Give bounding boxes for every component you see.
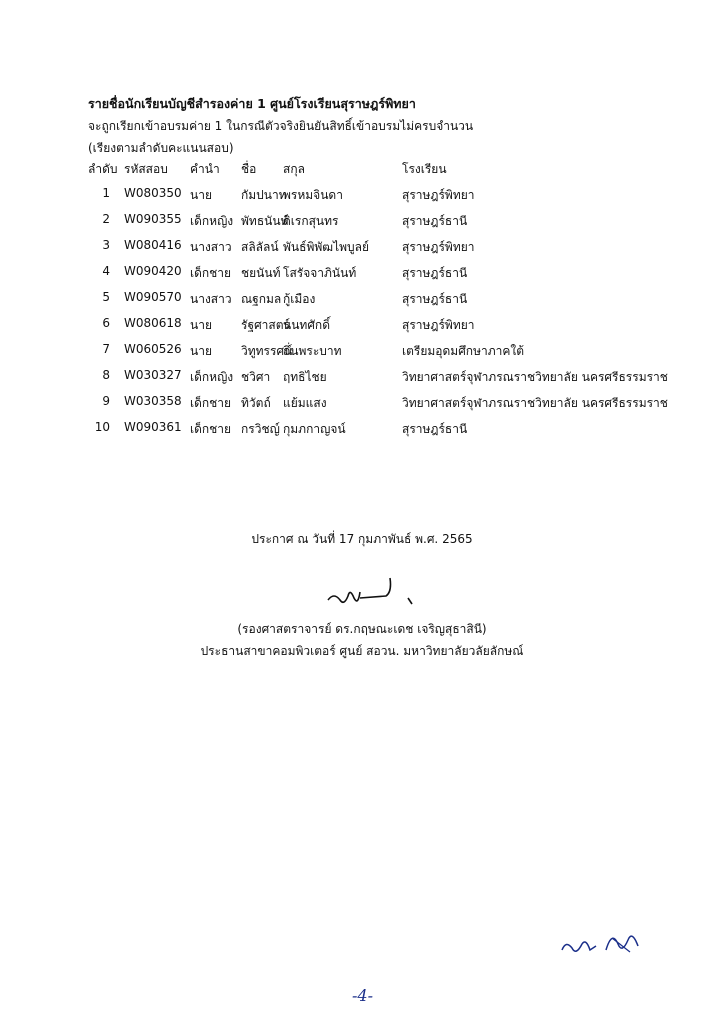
cell-last-name: กู้เมือง (283, 292, 316, 306)
cell-first-name: วิทูทรรศน์ (241, 344, 293, 358)
cell-order: 6 (102, 316, 110, 330)
cell-exam-id: W060526 (124, 342, 182, 356)
cell-exam-id: W030358 (124, 394, 182, 408)
cell-first-name: กรวิชญ์ (241, 422, 280, 436)
cell-last-name: ถิ่นพระบาท (283, 344, 342, 358)
cell-school: สุราษฎร์พิทยา (402, 318, 475, 332)
cell-exam-id: W080350 (124, 186, 182, 200)
cell-title: นางสาว (190, 292, 232, 306)
cell-order: 3 (102, 238, 110, 252)
cell-last-name: แย้มแสง (283, 396, 327, 410)
header-last-name: สกุล (283, 162, 305, 176)
signer-position: ประธานสาขาคอมพิวเตอร์ ศูนย์ สอวน. มหาวิทยาลัยวลัยลักษณ์ (200, 644, 524, 658)
cell-school: สุราษฎร์ธานี (402, 422, 468, 436)
cell-order: 2 (102, 212, 110, 226)
cell-exam-id: W090355 (124, 212, 182, 226)
cell-school: สุราษฎร์พิทยา (402, 188, 475, 202)
cell-title: เด็กหญิง (190, 370, 234, 384)
cell-exam-id: W080618 (124, 316, 182, 330)
cell-last-name: กุมภกาญจน์ (283, 422, 346, 436)
cell-first-name: สลิลัลน์ (241, 240, 279, 254)
cell-school: สุราษฎร์ธานี (402, 214, 468, 228)
cell-last-name: นนทศักดิ์ (283, 318, 330, 332)
cell-title: นางสาว (190, 240, 232, 254)
signature-image (320, 570, 430, 615)
announcement-date: ประกาศ ณ วันที่ 17 กุมภาพันธ์ พ.ศ. 2565 (251, 532, 473, 546)
cell-school: สุราษฎร์ธานี (402, 266, 468, 280)
cell-last-name: ฤทธิไชย (283, 370, 327, 384)
cell-title: นาย (190, 344, 212, 358)
cell-first-name: พัทธนันท์ (241, 214, 289, 228)
signer-name: (รองศาสตราจารย์ ดร.กฤษณะเดช เจริญสุธาสินี) (237, 622, 487, 636)
cell-last-name: พรหมจินดา (283, 188, 343, 202)
cell-order: 1 (102, 186, 110, 200)
header-title: คำนำ (190, 162, 220, 176)
cell-title: เด็กชาย (190, 422, 232, 436)
cell-school: วิทยาศาสตร์จุฬาภรณราชวิทยาลัย นครศรีธรรมราช (402, 396, 668, 410)
cell-exam-id: W090570 (124, 290, 182, 304)
document-subtitle: จะถูกเรียกเข้าอบรมค่าย 1 ในกรณีตัวจริงยินยันสิทธิ์เข้าอบรมไม่ครบจำนวน (88, 119, 474, 133)
cell-title: นาย (190, 188, 212, 202)
cell-order: 5 (102, 290, 110, 304)
cell-title: เด็กชาย (190, 266, 232, 280)
cell-first-name: ชวิศา (241, 370, 271, 384)
cell-title: เด็กชาย (190, 396, 232, 410)
cell-last-name: โสรัจจาภินันท์ (283, 266, 357, 280)
initials-signature (558, 920, 648, 965)
cell-school: สุราษฎร์พิทยา (402, 240, 475, 254)
cell-title: เด็กหญิง (190, 214, 234, 228)
cell-school: สุราษฎร์ธานี (402, 292, 468, 306)
cell-order: 9 (102, 394, 110, 408)
cell-first-name: กัมปนาท (241, 188, 287, 202)
cell-last-name: ดิเรกสุนทร (283, 214, 339, 228)
document-title: รายชื่อนักเรียนบัญชีสำรองค่าย 1 ศูนย์โรงเรียนสุราษฎร์พิทยา (88, 96, 416, 111)
cell-first-name: ชยนันท์ (241, 266, 281, 280)
cell-last-name: พันธ์พิพัฒไพบูลย์ (283, 240, 370, 254)
cell-first-name: ทิวัตถ์ (241, 396, 271, 410)
header-order: ลำดับ (88, 162, 118, 176)
sort-note: (เรียงตามลำดับคะแนนสอบ) (88, 141, 234, 155)
cell-order: 4 (102, 264, 110, 278)
header-exam-id: รหัสสอบ (124, 162, 168, 176)
cell-school: วิทยาศาสตร์จุฬาภรณราชวิทยาลัย นครศรีธรรมราช (402, 370, 668, 384)
cell-school: เตรียมอุดมศึกษาภาคใต้ (402, 344, 525, 358)
cell-order: 7 (102, 342, 110, 356)
cell-exam-id: W030327 (124, 368, 182, 382)
cell-order: 10 (94, 420, 110, 434)
cell-order: 8 (102, 368, 110, 382)
header-school: โรงเรียน (402, 162, 447, 176)
cell-exam-id: W090420 (124, 264, 182, 278)
cell-first-name: ณฐกมล (241, 292, 282, 306)
cell-exam-id: W080416 (124, 238, 182, 252)
cell-first-name: รัฐศาสตร์ (241, 318, 290, 332)
cell-title: นาย (190, 318, 212, 332)
cell-exam-id: W090361 (124, 420, 182, 434)
header-first-name: ชื่อ (241, 162, 257, 176)
page-number: -4- (352, 986, 373, 1005)
